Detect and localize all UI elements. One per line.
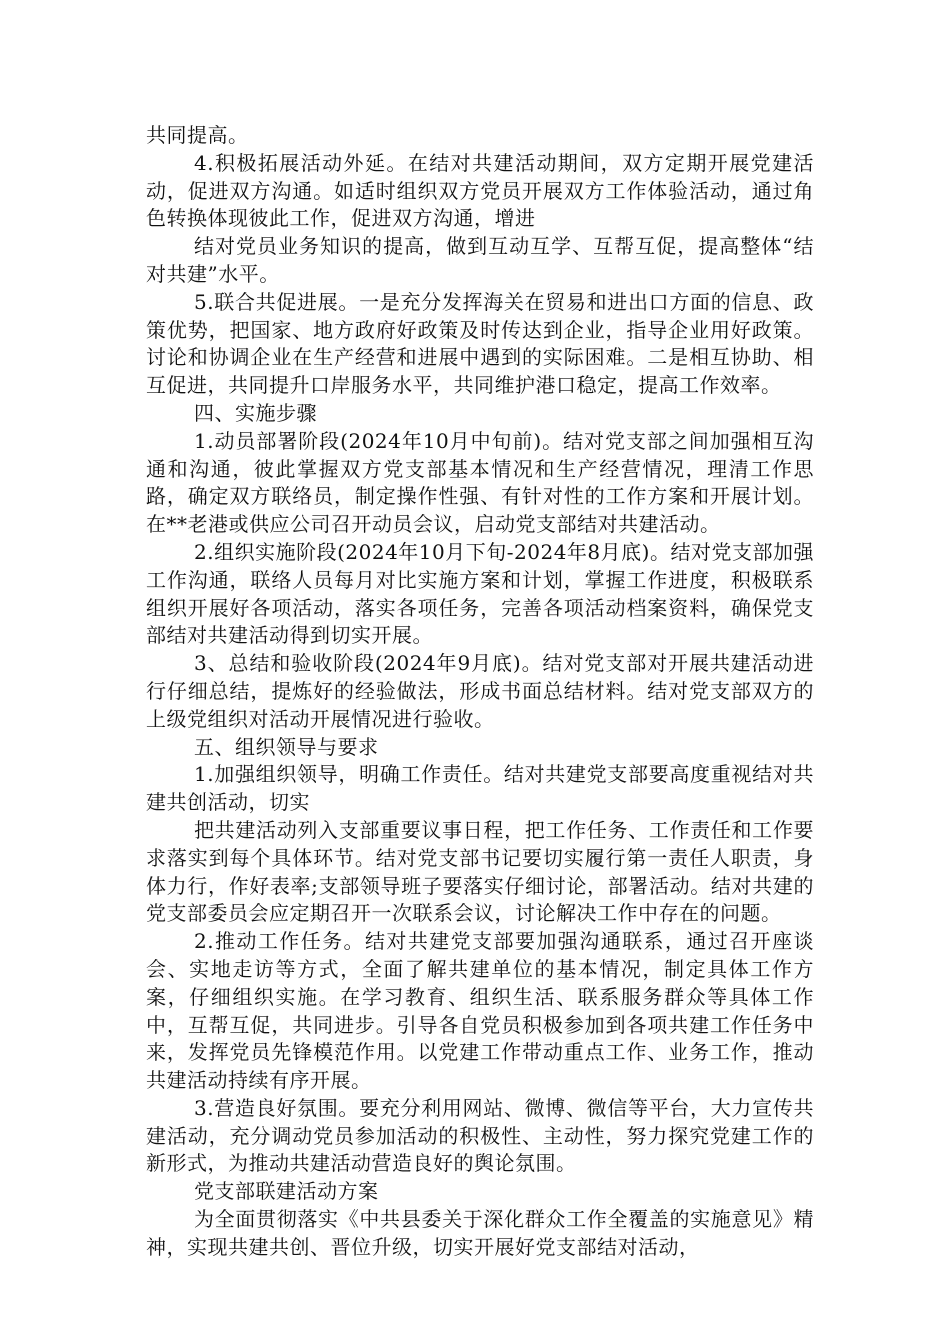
section-heading-leadership: 五、组织领导与要求 xyxy=(194,734,379,759)
paragraph-4: 5.联合共促进展。一是充分发挥海关在贸易和进出口方面的信息、政策优势，把国家、地方政府好政策及时传达到企业，指导企业用好政策。讨论和协调企业在生产经营和进展中遇到的实际困难。二是相互协助、相互促进，共同提升口岸服务水平，共同维护港口稳定，提高工作效率。 xyxy=(146,289,814,398)
paragraph-7: 2.组织实施阶段(2024年10月下旬-2024年8月底)。结对党支部加强工作沟通，联络人员每月对比实施方案和计划，掌握工作进度，积极联系组织开展好各项活动，落实各项任务，完善各项活动档案资料，确保党支部结对共建活动得到切实开展。 xyxy=(146,539,814,648)
paragraph-15: 为全面贯彻落实《中共县委关于深化群众工作全覆盖的实施意见》精神，实现共建共创、晋位升级，切实开展好党支部结对活动， xyxy=(146,1207,814,1259)
paragraph-12: 2.推动工作任务。结对共建党支部要加强沟通联系，通过召开座谈会、实地走访等方式，全面了解共建单位的基本情况，制定具体工作方案，仔细组织实施。在学习教育、组织生活、联系服务群众等具体工作中，互帮互促，共同进步。引导各自党员积极参加到各项共建工作任务中来，发挥党员先锋模范作用。以党建工作带动重点工作、业务工作，推动共建活动持续有序开展。 xyxy=(146,929,814,1093)
paragraph-2: 4.积极拓展活动外延。在结对共建活动期间，双方定期开展党建活动，促进双方沟通。如适时组织双方党员开展双方工作体验活动，通过角色转换体现彼此工作，促进双方沟通，增进 xyxy=(146,150,814,231)
paragraph-6: 1.动员部署阶段(2024年10月中旬前)。结对党支部之间加强相互沟通和沟通，彼此掌握双方党支部基本情况和生产经营情况，理清工作思路，确定双方联络员，制定操作性强、有针对性的工作方案和开展计划。在**老港或供应公司召开动员会议，启动党支部结对共建活动。 xyxy=(146,428,814,537)
document-title: 党支部联建活动方案 xyxy=(194,1179,379,1204)
paragraph-10: 1.加强组织领导，明确工作责任。结对共建党支部要高度重视结对共建共创活动，切实 xyxy=(146,762,814,815)
paragraph-11: 把共建活动列入支部重要议事日程，把工作任务、工作责任和工作要求落实到每个具体环节。结对党支部书记要切实履行第一责任人职责，身体力行，作好表率;支部领导班子要落实仔细讨论，部署活动。结对共建的党支部委员会应定期召开一次联系会议，讨论解决工作中存在的问题。 xyxy=(146,817,814,926)
paragraph-1: 共同提高。 xyxy=(146,123,249,147)
document-page xyxy=(146,122,814,1262)
paragraph-3: 结对党员业务知识的提高，做到互动互学、互帮互促，提高整体“结对共建”水平。 xyxy=(146,234,814,286)
paragraph-13: 3.营造良好氛围。要充分利用网站、微博、微信等平台，大力宣传共建活动，充分调动党员参加活动的积极性、主动性，努力探究党建工作的新形式，为推动共建活动营造良好的舆论氛围。 xyxy=(146,1095,814,1176)
paragraph-8: 3、总结和验收阶段(2024年9月底)。结对党支部对开展共建活动进行仔细总结，提炼好的经验做法，形成书面总结材料。结对党支部双方的上级党组织对活动开展情况进行验收。 xyxy=(146,651,814,731)
section-heading-implementation-steps: 四、实施步骤 xyxy=(194,400,317,425)
